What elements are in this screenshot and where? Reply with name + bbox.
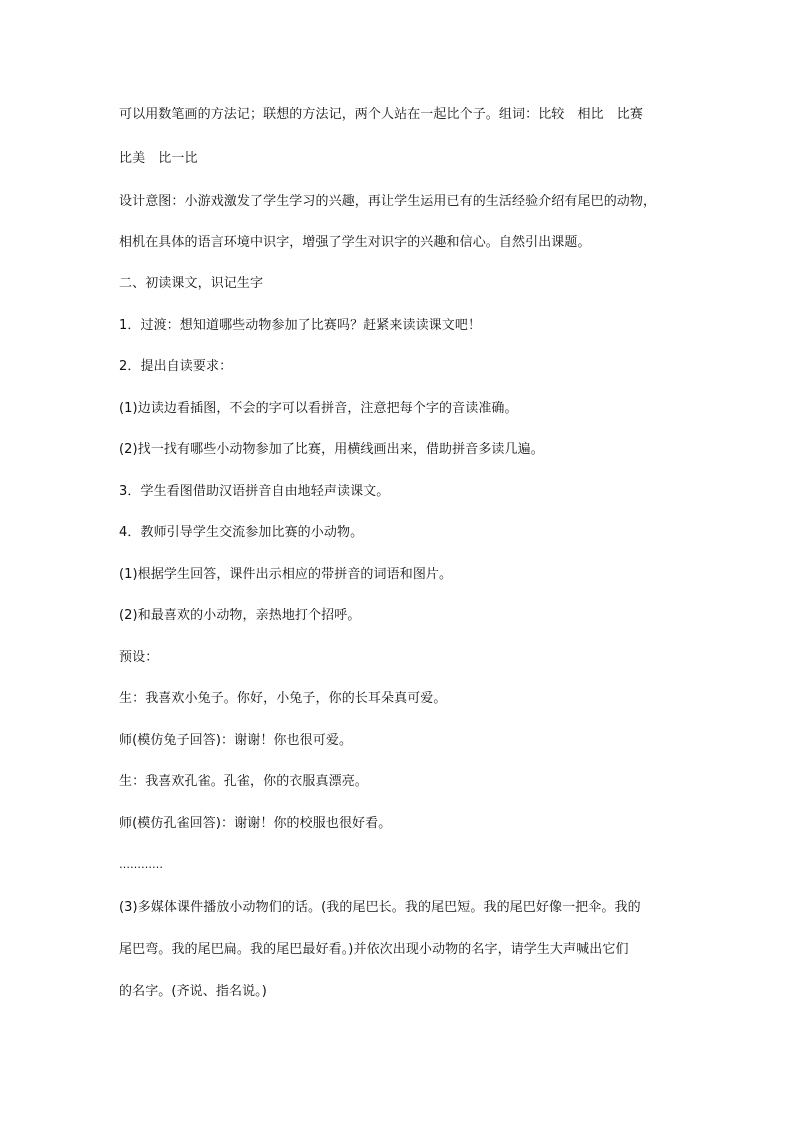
paragraph-line: 的名字。(齐说、指名说。)	[119, 984, 267, 999]
paragraph-line: 比美 比一比	[119, 151, 198, 166]
paragraph-line: 尾巴弯。我的尾巴扁。我的尾巴最好看。)并依次出现小动物的名字，请学生大声喊出它们	[119, 942, 629, 957]
paragraph-line: (1)边读边看插图，不会的字可以看拼音，注意把每个字的音读准确。	[119, 401, 518, 416]
section-heading: 二、初读课文，识记生字	[119, 276, 264, 291]
paragraph-line: 预设：	[119, 650, 159, 665]
paragraph-line: 3．学生看图借助汉语拼音自由地轻声读课文。	[119, 484, 390, 499]
dialogue-line: 生：我喜欢小兔子。你好，小兔子，你的长耳朵真可爱。	[119, 691, 447, 706]
dialogue-line: 生：我喜欢孔雀。孔雀，你的衣服真漂亮。	[119, 774, 368, 789]
dialogue-line: 师(模仿孔雀回答)：谢谢！你的校服也很好看。	[119, 816, 392, 831]
paragraph-line: (2)和最喜欢的小动物，亲热地打个招呼。	[119, 608, 361, 623]
paragraph-line: (3)多媒体课件播放小动物们的话。(我的尾巴长。我的尾巴短。我的尾巴好像一把伞。我的	[119, 900, 641, 915]
paragraph-line: 设计意图：小游戏激发了学生学习的兴趣，再让学生运用已有的生活经验介绍有尾巴的动物，	[119, 194, 657, 209]
ellipsis-line: …………	[119, 858, 163, 871]
paragraph-line: (1)根据学生回答，课件出示相应的带拼音的词语和图片。	[119, 567, 453, 582]
paragraph-line: 2．提出自读要求：	[119, 359, 233, 374]
paragraph-line: 可以用数笔画的方法记；联想的方法记，两个人站在一起比个子。组词：比较 相比 比赛	[119, 107, 644, 122]
paragraph-line: 1．过渡：想知道哪些动物参加了比赛吗？赶紧来读读课文吧！	[119, 318, 482, 333]
dialogue-line: 师(模仿兔子回答)：谢谢！你也很可爱。	[119, 733, 353, 748]
paragraph-line: 相机在具体的语言环境中识字，增强了学生对识字的兴趣和信心。自然引出课题。	[119, 235, 591, 250]
paragraph-line: (2)找一找有哪些小动物参加了比赛，用横线画出来，借助拼音多读几遍。	[119, 442, 544, 457]
paragraph-line: 4．教师引导学生交流参加比赛的小动物。	[119, 525, 364, 540]
